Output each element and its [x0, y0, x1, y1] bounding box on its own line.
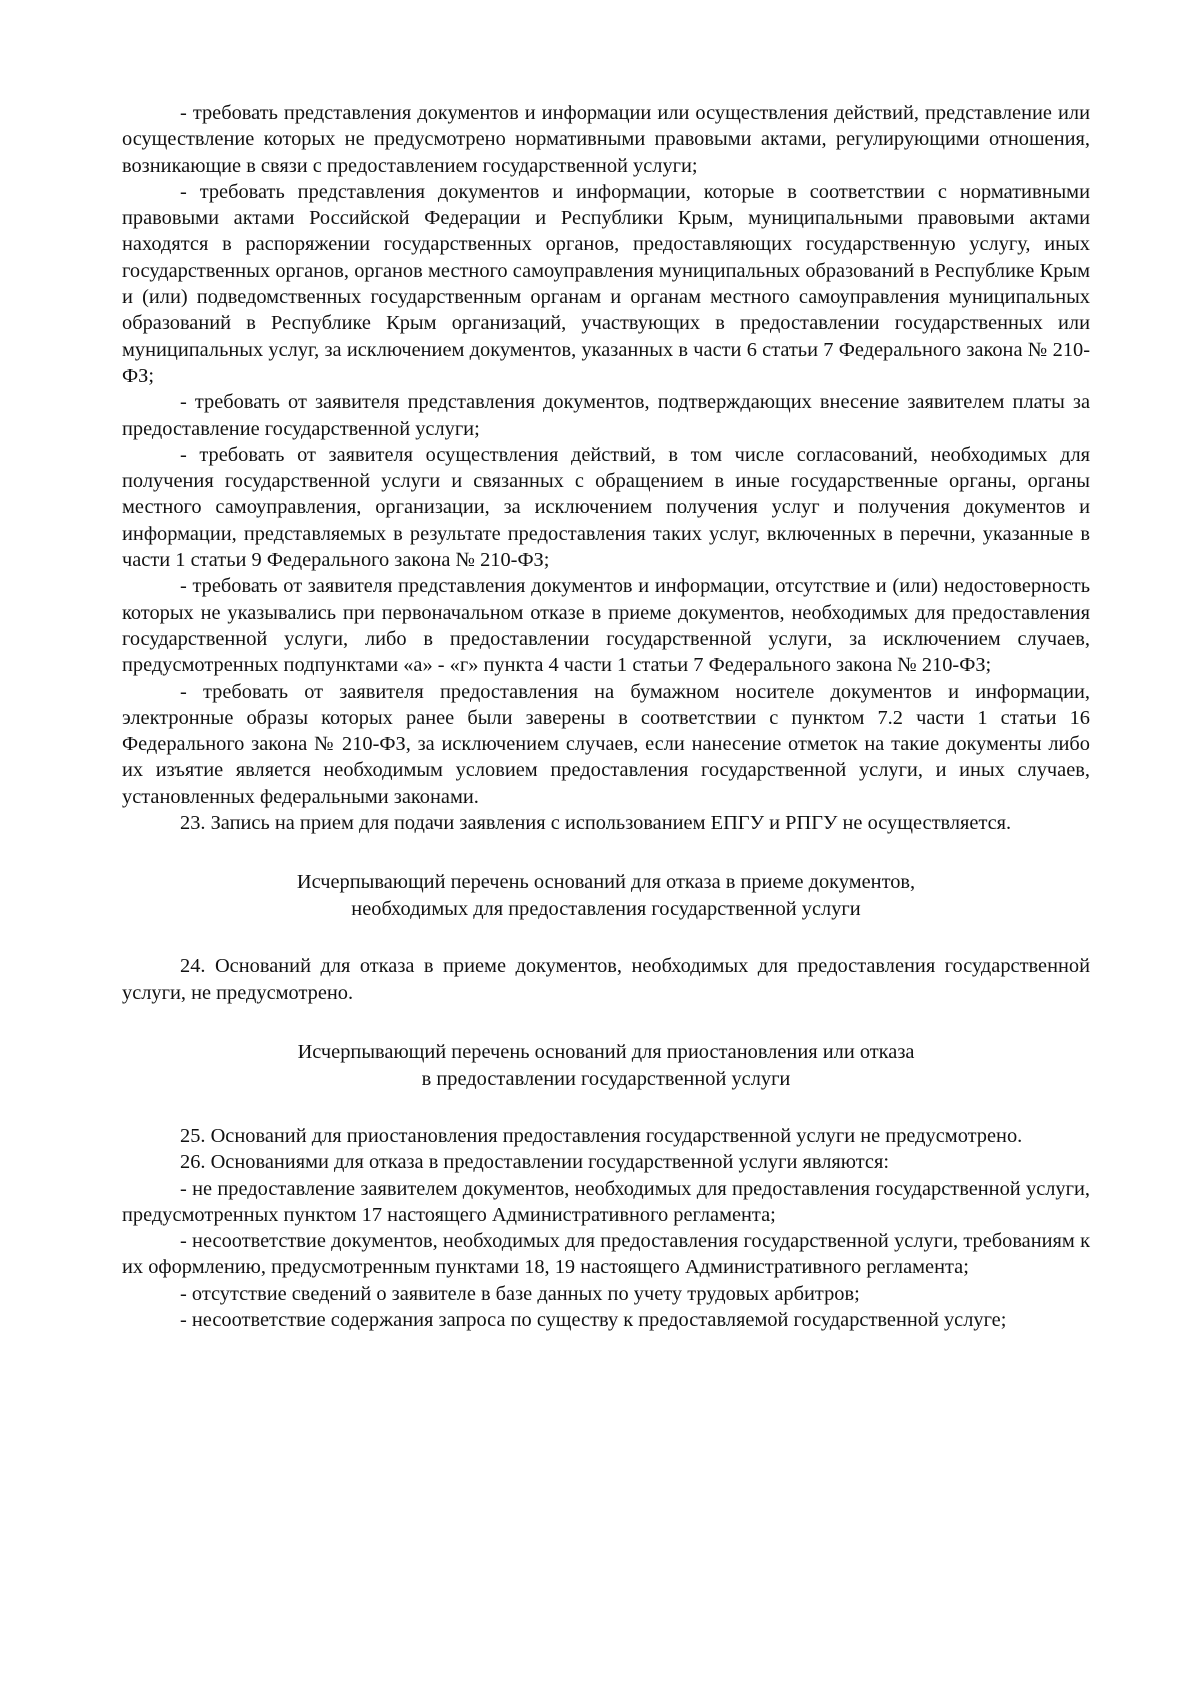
paragraph: 25. Оснований для приостановления предоставления государственной услуги не предусмотрено. [180, 1124, 1023, 1147]
paragraph: 23. Запись на прием для подачи заявления с использованием ЕПГУ и РПГУ не осуществляется. [180, 812, 1012, 835]
section-heading-suspension [122, 1039, 1090, 1093]
heading-line: необходимых для предоставления государственной услуги [351, 898, 861, 921]
paragraph: - несоответствие содержания запроса по существу к предоставляемой государственной услуге; [180, 1308, 1007, 1331]
paragraph: 26. Основаниями для отказа в предоставлении государственной услуги являются: [180, 1151, 890, 1174]
section-heading-refusal-documents [122, 869, 1090, 923]
paragraph: - требовать от заявителя представления документов и информации, отсутствие и (или) недостоверность которых не указывались при первоначальном отказе в приеме документов, необходимых для предоставления государственной услуги, либо в предоставлении государственной услуги, за исключением случаев, предусмотренных подпунктами «а» - «г» пункта 4 части 1 статьи 7 Федерального закона № 210-ФЗ; [122, 575, 1090, 677]
paragraph: - несоответствие документов, необходимых для предоставления государственной услуги, требованиям к их оформлению, предусмотренным пунктами 18, 19 настоящего Административного регламента; [122, 1230, 1090, 1279]
paragraph: - отсутствие сведений о заявителе в базе данных по учету трудовых арбитров; [180, 1282, 860, 1305]
paragraph: - требовать представления документов и информации, которые в соответствии с нормативными правовыми актами Российской Федерации и Республики Крым, муниципальными правовыми актами находятся в распоряжении государственных органов, предоставляющих государственную услугу, иных государственных органов, органов местного самоуправления муниципальных образований в Республике Крым и (или) подведомственных государственным органам и органам местного самоуправления муниципальных образований в Республике Крым организаций, участвующих в предоставлении государственных или муниципальных услуг, за исключением документов, указанных в части 6 статьи 7 Федерального закона № 210-ФЗ; [122, 180, 1090, 387]
paragraph: - требовать представления документов и информации или осуществления действий, представление или осуществление которых не предусмотрено нормативными правовыми актами, регулирующими отношения, возникающие в связи с предоставлением государственной услуги; [122, 102, 1090, 177]
paragraph: - не предоставление заявителем документов, необходимых для предоставления государственной услуги, предусмотренных пунктом 17 настоящего Административного регламента; [122, 1177, 1090, 1226]
paragraph: - требовать от заявителя представления документов, подтверждающих внесение заявителем платы за предоставление государственной услуги; [122, 391, 1090, 440]
paragraph: - требовать от заявителя осуществления действий, в том числе согласований, необходимых для получения государственной услуги и связанных с обращением в иные государственные органы, органы местного самоуправления, организации, за исключением получения услуг и получения документов и информации, представляемых в результате предоставления таких услуг, включенных в перечни, указанные в части 1 статьи 9 Федерального закона № 210-ФЗ; [122, 443, 1090, 572]
paragraph: - требовать от заявителя предоставления на бумажном носителе документов и информации, электронные образы которых ранее были заверены в соответствии с пунктом 7.2 части 1 статьи 16 Федерального закона № 210-ФЗ, за исключением случаев, если нанесение отметок на такие документы либо их изъятие является необходимым условием предоставления государственной услуги, и иных случаев, установленных федеральными законами. [122, 680, 1090, 808]
heading-line: в предоставлении государственной услуги [421, 1067, 791, 1090]
paragraph: 24. Оснований для отказа в приеме документов, необходимых для предоставления государственной услуги, не предусмотрено. [122, 955, 1090, 1004]
heading-line: Исчерпывающий перечень оснований для отказа в приеме документов, [296, 871, 916, 894]
heading-line: Исчерпывающий перечень оснований для приостановления или отказа [297, 1040, 915, 1063]
